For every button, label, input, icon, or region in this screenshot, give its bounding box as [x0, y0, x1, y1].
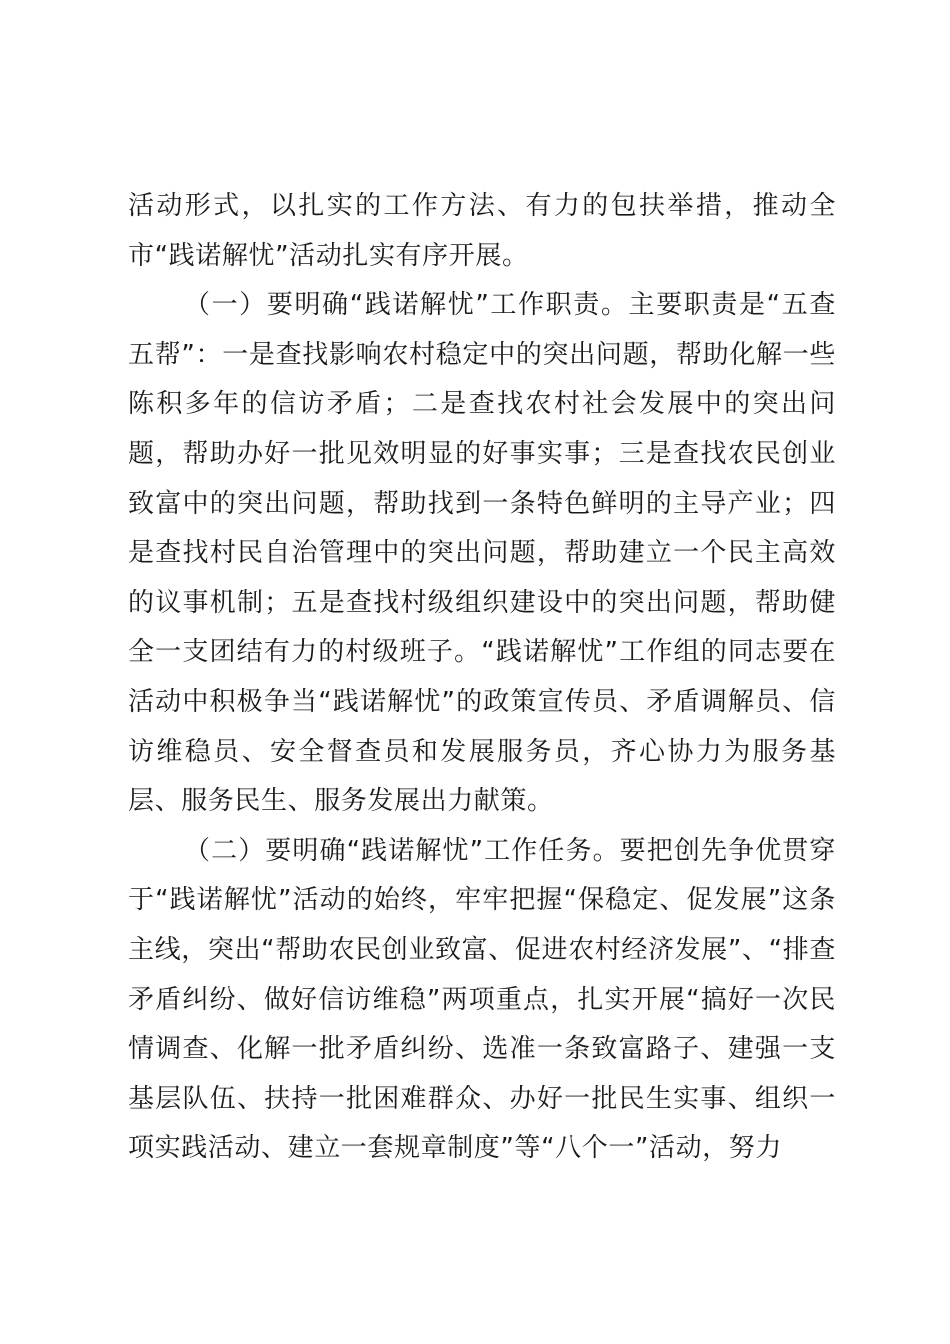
- paragraph-section-1-duties: （一）要明确“践诺解忧”工作职责。主要职责是“五查五帮”：一是查找影响农村稳定中的突出问题，帮助化解一些陈积多年的信访矛盾；二是查找农村社会发展中的突出问题，帮助办好一批见效明显的好事实事；三是查找农民创业致富中的突出问题，帮助找到一条特色鲜明的主导产业；四是查找村民自治管理中的突出问题，帮助建立一个民主高效的议事机制；五是查找村级组织建设中的突出问题，帮助健全一支团结有力的村级班子。“践诺解忧”工作组的同志要在活动中积极争当“践诺解忧”的政策宣传员、矛盾调解员、信访维稳员、安全督查员和发展服务员，齐心协力为服务基层、服务民生、服务发展出力献策。: [128, 290, 836, 817]
- document-body: [128, 182, 836, 1174]
- paragraph-section-2-tasks: （二）要明确“践诺解忧”工作任务。要把创先争优贯穿于“践诺解忧”活动的始终，牢牢把握“保稳定、促发展”这条主线，突出“帮助农民创业致富、促进农村经济发展”、“排查矛盾纠纷、做好信访维稳”两项重点，扎实开展“搞好一次民情调查、化解一批矛盾纠纷、选准一条致富路子、建强一支基层队伍、扶持一批困难群众、办好一批民生实事、组织一项实践活动、建立一套规章制度”等“八个一”活动，努力: [128, 835, 836, 1164]
- paragraph-continuation: 活动形式，以扎实的工作方法、有力的包扶举措，推动全市“践诺解忧”活动扎实有序开展。: [128, 191, 836, 271]
